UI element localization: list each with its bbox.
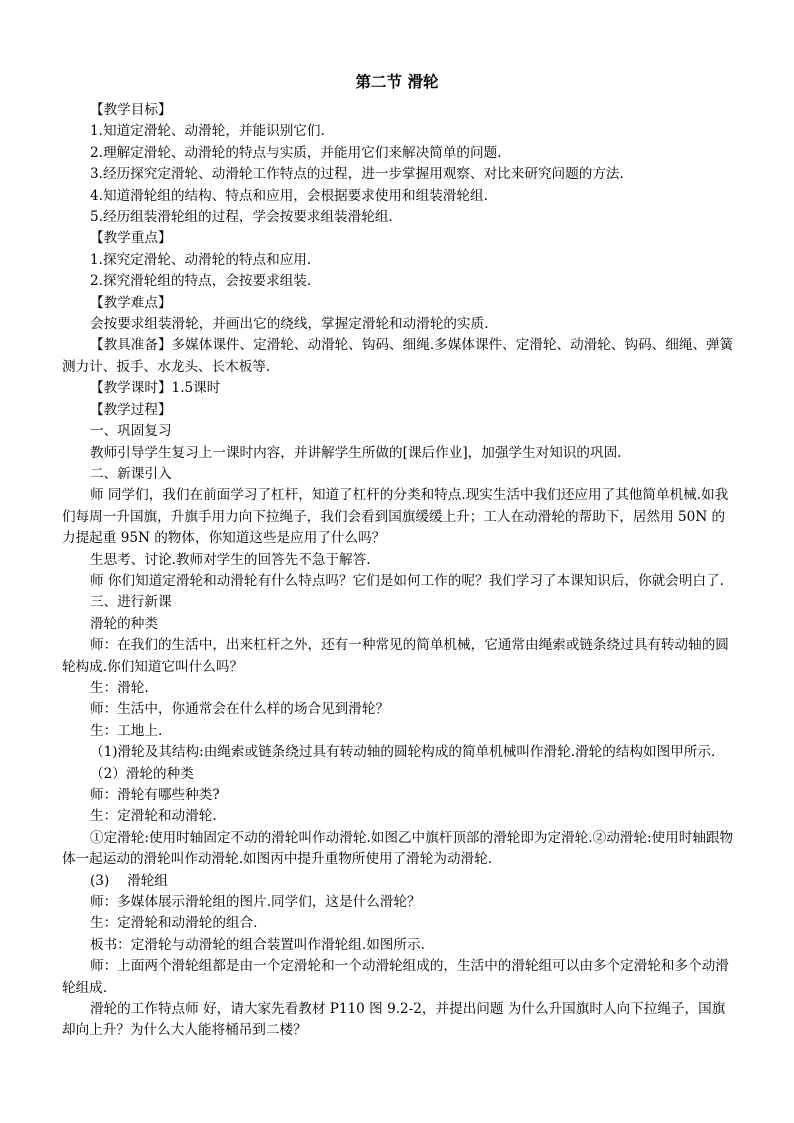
section-heading-difficulties: 【教学难点】 [90, 294, 172, 311]
subheading-pulley-types: 滑轮的种类 [90, 615, 158, 632]
objective-item: 1.知道定滑轮、动滑轮，并能识别它们. [90, 123, 325, 140]
paragraph: 滑轮的工作特点师 好，请大家先看教材 P110 图 9.2-2，并提出问题 为什么升国旗时人向下拉绳子，国旗却向上升？为什么大人能将桶吊到二楼？ [62, 1001, 726, 1039]
subheading-introduction: 二、新课引入 [90, 465, 172, 482]
paragraph: 师：滑轮有哪些种类? [90, 787, 220, 803]
objective-item: 5.经历组装滑轮组的过程，学会按要求组装滑轮组. [90, 209, 393, 226]
objective-item: 2.理解定滑轮、动滑轮的特点与实质，并能用它们来解决简单的问题. [90, 144, 502, 161]
key-point-item: 1.探究定滑轮、动滑轮的特点和应用. [90, 251, 312, 268]
paragraph: 生：滑轮. [90, 679, 149, 696]
section-heading-process: 【教学过程】 [90, 401, 172, 418]
document-body [62, 100, 734, 1042]
objective-item: 3.经历探究定滑轮、动滑轮工作特点的过程，进一步掌握用观察、对比来研究问题的方法. [90, 166, 624, 183]
paragraph: 生：工地上. [90, 722, 163, 739]
class-hours-paragraph: 【教学课时】1.5课时 [90, 380, 221, 397]
difficulty-text: 会按要求组装滑轮，并画出它的绕线，掌握定滑轮和动滑轮的实质. [90, 316, 489, 333]
paragraph: 师：上面两个滑轮组都是由一个定滑轮和一个动滑轮组成的，生活中的滑轮组可以由多个定滑轮和多个动滑轮组成. [62, 958, 729, 996]
paragraph: ①定滑轮:使用时轴固定不动的滑轮叫作动滑轮.如图乙中旗杆顶部的滑轮即为定滑轮.②动滑轮:使用时轴跟物体一起运动的滑轮叫作动滑轮.如图丙中提升重物所使用了滑轮为动滑轮. [62, 829, 734, 868]
paragraph: (3) 滑轮组 [90, 872, 168, 889]
paragraph: 板书：定滑轮与动滑轮的组合装置叫作滑轮组.如图所示. [90, 936, 425, 953]
subheading-new-lesson: 三、进行新课 [90, 594, 172, 611]
page-title: 第二节 滑轮 [355, 73, 439, 91]
paragraph: 师 你们知道定滑轮和动滑轮有什么特点吗？它们是如何工作的呢？我们学习了本课知识后，你就会明白了. [90, 572, 724, 589]
paragraph: 师：多媒体展示滑轮组的图片.同学们，这是什么滑轮？ [90, 894, 421, 911]
section-heading-key-points: 【教学重点】 [90, 230, 172, 247]
paragraph: 生：定滑轮和动滑轮. [90, 808, 217, 825]
paragraph: 师 同学们，我们在前面学习了杠杆，知道了杠杆的分类和特点.现实生活中我们还应用了其他简单机械.如我们每周一升国旗，升旗手用力向下拉绳子，我们会看到国旗缓缓上升；工人在动滑轮的帮助下，居然用 50N 的力提起重 95N 的物体，你知道这些是应用了什么吗？ [62, 487, 729, 547]
paragraph: （2）滑轮的种类 [90, 765, 194, 782]
key-point-item: 2.探究滑轮组的特点，会按要求组装. [90, 273, 312, 290]
subheading-review: 一、巩固复习 [90, 423, 172, 440]
materials-paragraph: 【教具准备】多媒体课件、定滑轮、动滑轮、钩码、细绳.多媒体课件、定滑轮、动滑轮、钩码、细绳、弹簧测力计、扳手、水龙头、长木板等. [62, 337, 734, 375]
paragraph: 教师引导学生复习上一课时内容，并讲解学生所做的[课后作业]，加强学生对知识的巩固. [90, 444, 622, 461]
objective-item: 4.知道滑轮组的结构、特点和应用，会根据要求使用和组装滑轮组. [90, 187, 488, 204]
paragraph: 生思考、讨论.教师对学生的回答先不急于解答. [90, 551, 371, 568]
paragraph: （1)滑轮及其结构:由绳索或链条绕过具有转动轴的圆轮构成的简单机械叫作滑轮.滑轮的结构如图甲所示. [90, 744, 716, 761]
paragraph: 生：定滑轮和动滑轮的组合. [90, 915, 258, 932]
section-heading-objectives: 【教学目标】 [90, 102, 172, 118]
paragraph: 师：生活中，你通常会在什么样的场合见到滑轮？ [90, 701, 390, 718]
paragraph: 师：在我们的生活中，出来杠杆之外，还有一种常见的简单机械，它通常由绳索或链条绕过具有转动轴的圆轮构成.你们知道它叫什么吗？ [62, 637, 729, 675]
